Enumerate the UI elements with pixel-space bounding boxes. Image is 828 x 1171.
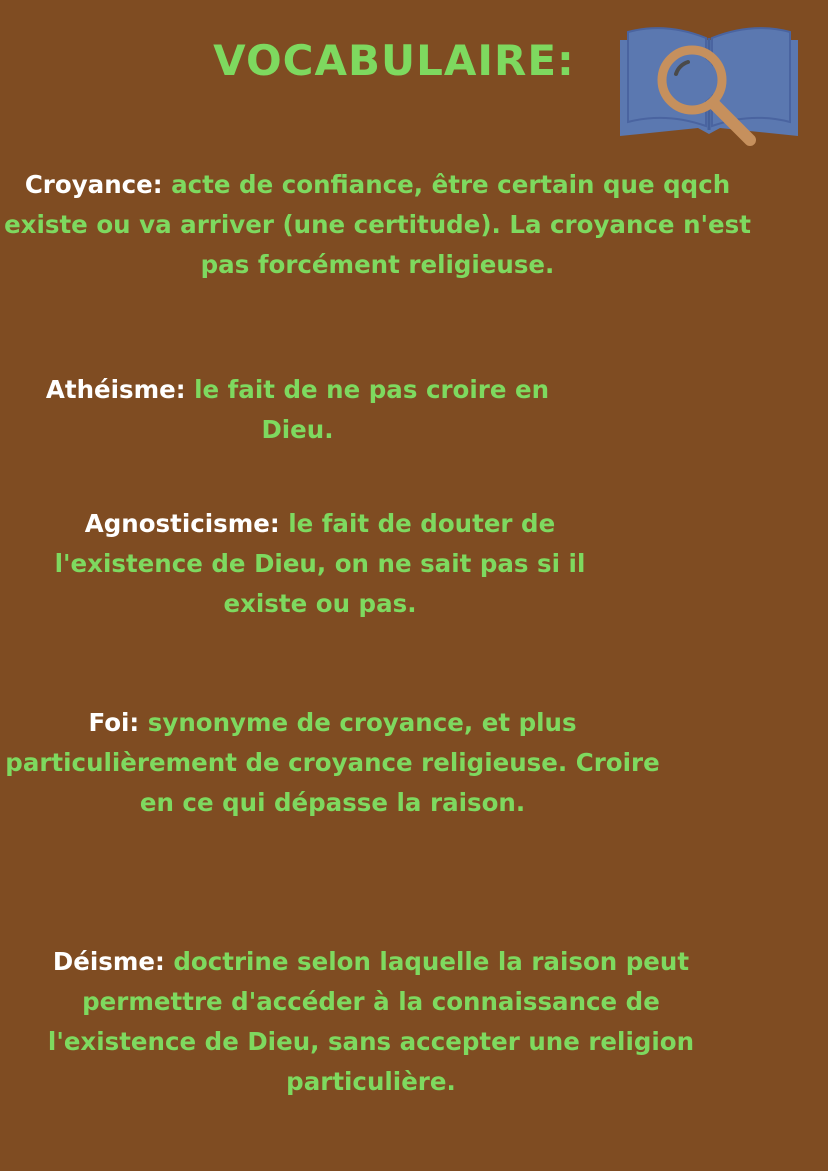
page-title: VOCABULAIRE:	[213, 36, 575, 85]
entry-term: Agnosticisme:	[84, 509, 280, 538]
entry-definition: le fait de ne pas croire en Dieu.	[194, 375, 550, 444]
entry-atheisme	[30, 370, 565, 450]
entry-term: Athéisme:	[45, 375, 186, 404]
entry-foi	[5, 703, 660, 823]
entry-term: Foi:	[88, 708, 140, 737]
entry-definition: doctrine selon laquelle la raison peut permettre d'accéder à la connaissance de l'existence de Dieu, sans accepter une religion particulière.	[47, 947, 695, 1096]
entry-agnosticisme	[20, 504, 620, 624]
entry-deisme	[10, 942, 732, 1102]
entry-term: Croyance:	[24, 170, 163, 199]
entry-definition: le fait de douter de l'existence de Dieu, on ne sait pas si il existe ou pas.	[54, 509, 586, 618]
entry-definition: acte de confiance, être certain que qqch existe ou va arriver (une certitude). La croyance n'est pas forcément religieuse.	[4, 170, 751, 279]
entry-croyance	[0, 165, 755, 285]
entry-definition: synonyme de croyance, et plus particulièrement de croyance religieuse. Croire en ce qui dépasse la raison.	[5, 708, 660, 817]
entry-term: Déisme:	[52, 947, 165, 976]
book-magnifier-icon	[618, 18, 800, 148]
